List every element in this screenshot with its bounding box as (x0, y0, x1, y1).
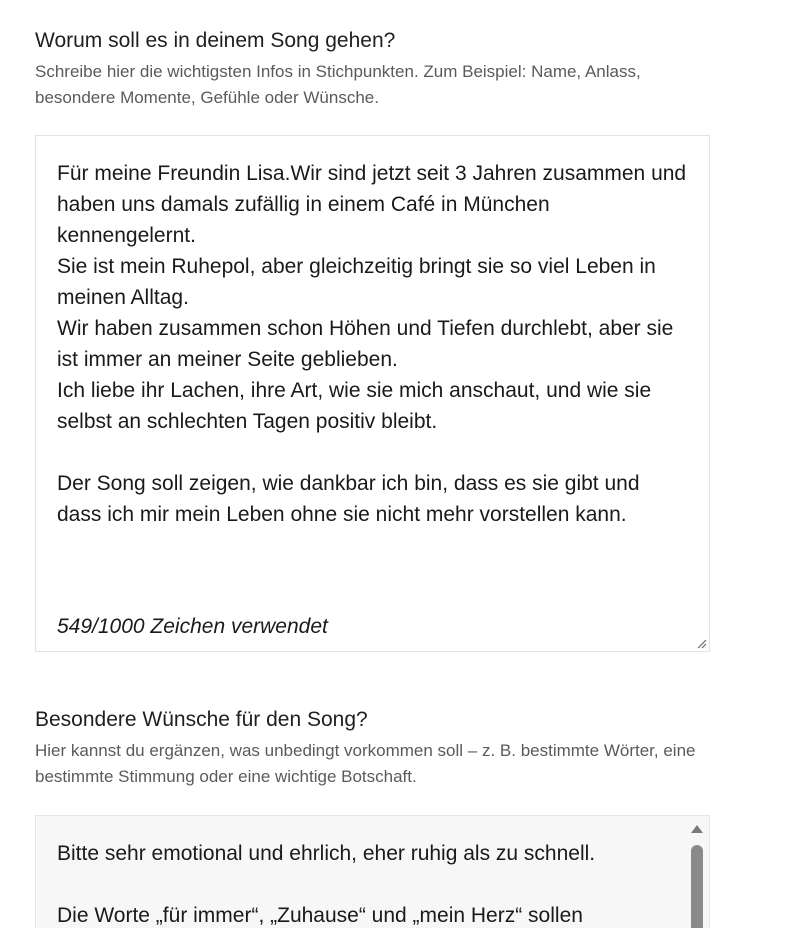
scrollbar-thumb[interactable] (691, 845, 703, 928)
special-wishes-label: Besondere Wünsche für den Song? (35, 708, 368, 731)
special-wishes-hint: Hier kannst du ergänzen, was unbedingt vorkommen soll – z. B. bestimmte Wörter, eine bestimmte Stimmung oder eine wichtige Botschaft. (35, 741, 696, 786)
song-topic-label: Worum soll es in deinem Song gehen? (35, 29, 396, 52)
song-topic-text: Für meine Freundin Lisa.Wir sind jetzt seit 3 Jahren zusammen und haben uns damals zufällig in einem Café in München kennengelernt. Sie ist mein Ruhepol, aber gleichzeitig bringt sie so viel Leben in meinen Alltag. Wir haben zusammen schon Höhen und Tiefen durchlebt, aber sie ist immer an meiner Seite geblieben. Ich liebe ihr Lachen, ihre Art, wie sie mich anschaut, und wie sie selbst an schlechten Tagen positiv bleibt. Der Song soll zeigen, wie dankbar ich bin, dass es sie gibt und dass ich mir mein Leben ohne sie nicht mehr vorstellen kann. (57, 162, 687, 526)
resize-handle-icon[interactable] (695, 637, 707, 649)
special-wishes-section (35, 707, 711, 790)
song-topic-hint: Schreibe hier die wichtigsten Infos in Stichpunkten. Zum Beispiel: Name, Anlass, besondere Momente, Gefühle oder Wünsche. (35, 62, 641, 107)
special-wishes-textarea[interactable] (35, 815, 710, 928)
song-topic-textarea[interactable] (35, 135, 710, 652)
special-wishes-text: Bitte sehr emotional und ehrlich, eher ruhig als zu schnell. Die Worte „für immer“, „Zuhause“ und „mein Herz“ sollen (57, 842, 596, 927)
character-counter: 549/1000 Zeichen verwendet (57, 615, 328, 638)
song-topic-section (35, 28, 711, 111)
scroll-up-arrow-icon[interactable] (691, 825, 703, 833)
